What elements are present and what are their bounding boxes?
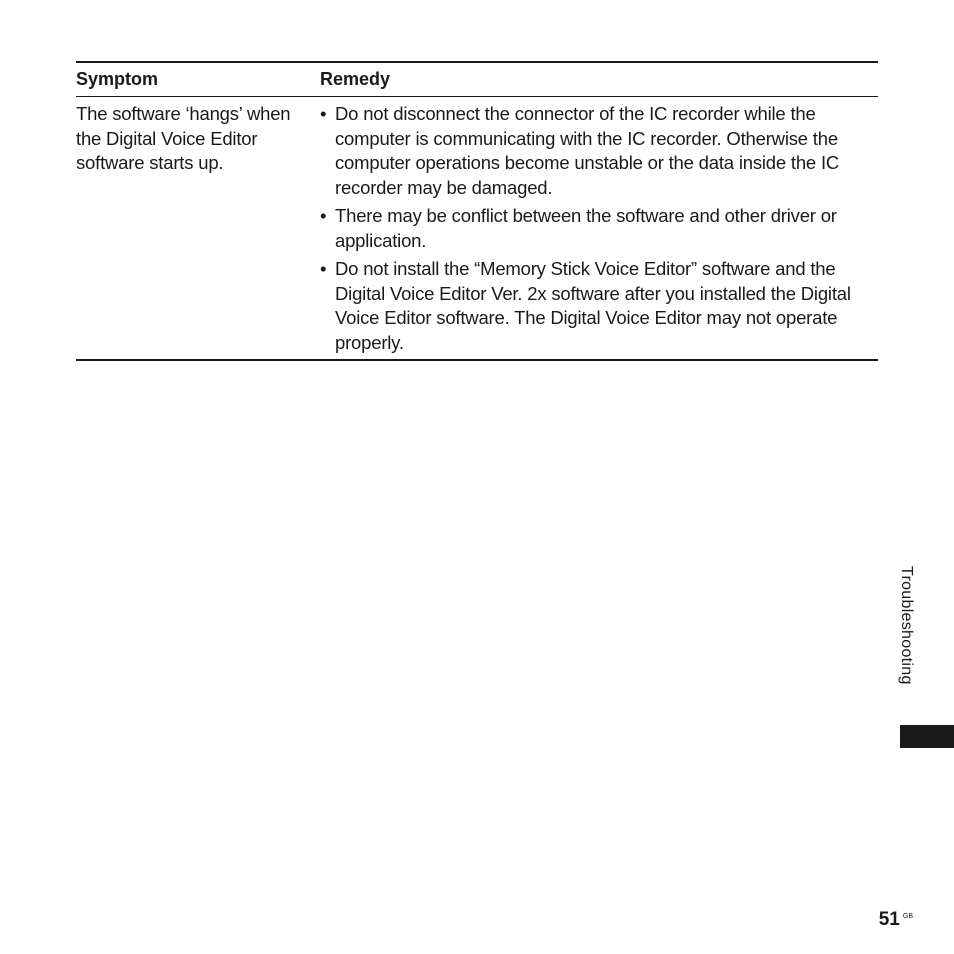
symptom-cell: The software ‘hangs’ when the Digital Voice Editor software starts up. xyxy=(76,103,291,173)
page-number-value: 51 xyxy=(878,909,900,930)
remedy-text: Do not install the “Memory Stick Voice Editor” software and the Digital Voice Editor Ver. 2x software after you installed the Digital Voice Editor software. The Digital Voice Editor may not operate properly. xyxy=(335,258,851,353)
remedy-list xyxy=(320,102,878,355)
remedy-text: There may be conflict between the software and other driver or application. xyxy=(335,205,837,251)
header-symptom: Symptom xyxy=(76,69,159,89)
section-tab-marker xyxy=(900,725,954,748)
bullet-icon: • xyxy=(320,258,327,279)
remedy-item xyxy=(320,257,878,355)
table-header-row xyxy=(76,63,878,97)
header-remedy: Remedy xyxy=(320,69,391,89)
table-row xyxy=(76,97,878,359)
troubleshooting-table xyxy=(76,61,878,361)
remedy-cell xyxy=(320,102,878,355)
bullet-icon: • xyxy=(320,205,327,226)
remedy-text: Do not disconnect the connector of the IC recorder while the computer is communicating with the IC recorder. Otherwise the computer operations become unstable or the data inside the IC recorder may be damaged. xyxy=(335,103,840,198)
bullet-icon: • xyxy=(320,103,327,124)
remedy-item xyxy=(320,102,878,200)
page-number xyxy=(879,909,913,931)
section-side-label: Troubleshooting xyxy=(898,566,915,685)
remedy-item xyxy=(320,204,878,253)
page-number-suffix: GB xyxy=(902,913,913,920)
